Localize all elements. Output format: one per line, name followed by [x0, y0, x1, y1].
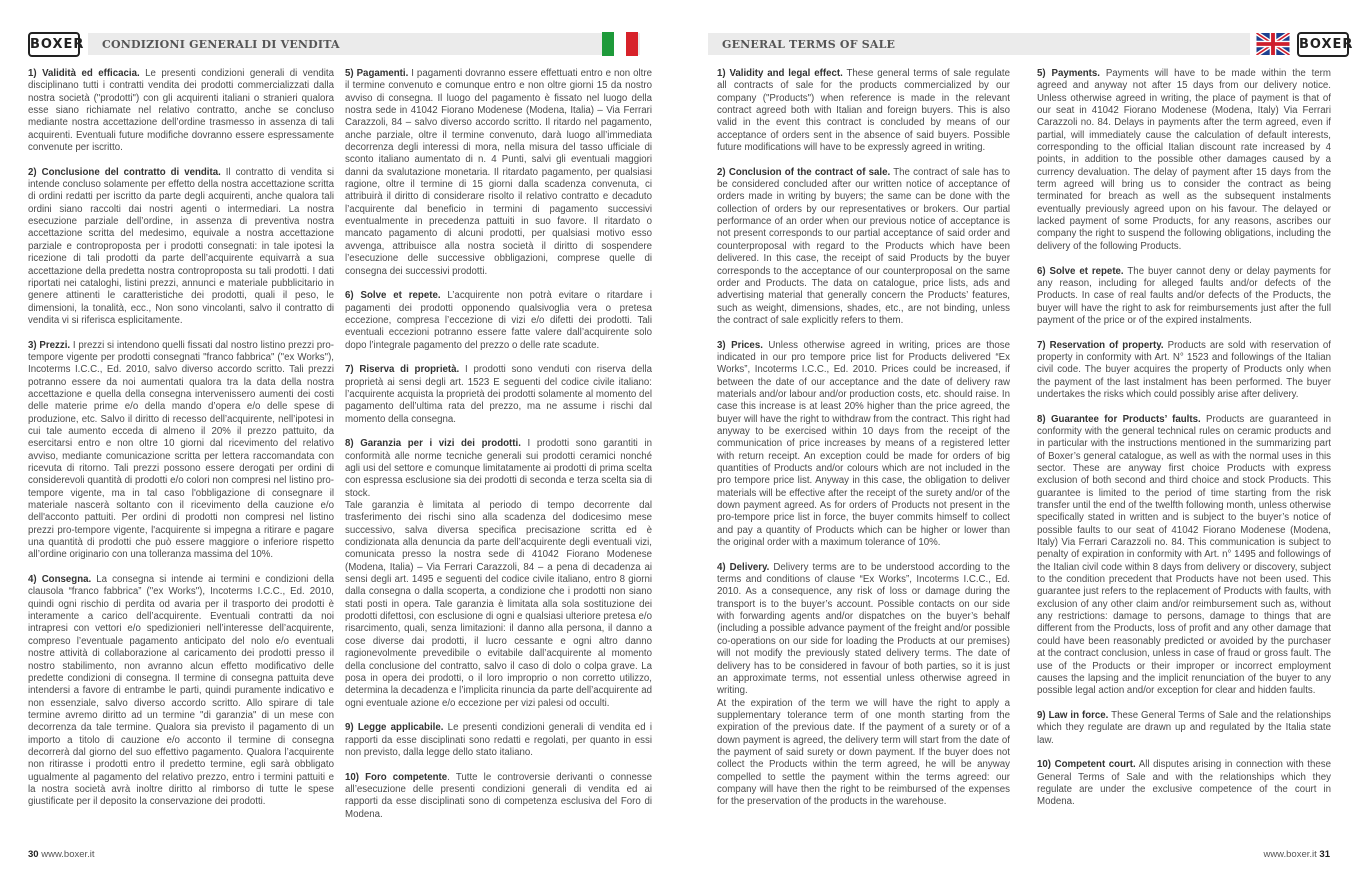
- section-title: 6) Solve et repete.: [1037, 265, 1124, 277]
- section-paragraph: [28, 167, 334, 327]
- section-paragraph: [28, 340, 334, 562]
- section-text: All disputes arising in connection with these General Terms of Sale and with the relationships which they regulate are under the exclusive competence of the court in Modena.: [1037, 759, 1331, 808]
- section-title: 4) Delivery.: [717, 561, 770, 573]
- section-text: Payments will have to be made within the term agreed and anyway not after 15 days from our delivery notice. Unless otherwise agreed in writing, the place of payment is that of our seat in 41042 Fiorano Modenese (Modena, Italy) Via Ferrari Carazzoli no. 84. Delays in payments after the term agreed, even if partial, will immediately cause the calculation of default interests, corresponding to the official Italian discount rate increased by 4 points, in addition to the possible other damages caused by a currency devaluation. The delay of payment after 15 days from the term agreed will bring us to consider the contract as being terminated for breach as well as the subsequent instalments eventually previously agreed upon on his favour. The delayed or lacked payment of some Products, for any reasons, ascribes our company the right to suspend the following obligations, including the delivery of the following Products.: [1037, 68, 1331, 252]
- terms-section: [1037, 414, 1331, 698]
- section-title: 3) Prices.: [717, 339, 763, 351]
- section-text: L’acquirente non potrà evitare o ritardare i pagamenti dei prodotti opponendo qualsivoglia vera o pretesa eccezione, compresa l’eccezione di vizi e/o difetti dei prodotti. Tali eventuali eccezioni potranno essere fatte valere dall’acquirente solo dopo l’integrale pagamento del prezzo o delle rate scadute.: [345, 290, 652, 351]
- section-paragraph: [717, 167, 1010, 327]
- section-paragraph: [345, 722, 652, 759]
- section-text: I prezzi si intendono quelli fissati dal nostro listino prezzi pro-tempore vigente per prodotti consegnati "franco fabbrica" ("ex Works"), Incoterms I.C.C., Ed. 2010, salvo diverso accordo scritto. Tali prezzi potranno essere da noi aumentati qualora tra la data della nostra accettazione e quella della consegna intervenissero aumenti dei costi delle materie prime e/o della mando d’opera e/o delle spese di produzione, etc. Salvo il diritto di recesso dell’acquirente, nell’ipotesi in cui tale aumento ecceda di almeno il 20% il prezzo pattuito, da esercitarsi entro e non oltre 10 giorni dal ricevimento del relativo avviso, mediante comunicazione scritta per lettera raccomandata con ricevuta di ritorno. Tali prezzi possono essere derogati per ordini di considerevoli quantità di prodotti e/o colori non compresi nel listino pro-tempore vigente, ma in tal caso l'obbligazione di consegnare il materiale nascerà soltanto con il ricevimento della cauzione e/o dell'acconto pattuiti. Per ordini di prodotti non compresi nel listino prezzi pro-tempore vigente, l'acquirente si impegna a ritirare e pagare una quantità di prodotti che può essere maggiore o inferiore rispetto all’ordine originario con una tolleranza massima del 10%.: [28, 339, 335, 561]
- section-paragraph: [1037, 266, 1331, 328]
- terms-section: [717, 340, 1010, 550]
- section-paragraph: [345, 438, 652, 500]
- terms-column-it-2: [345, 68, 652, 833]
- terms-section: [1037, 710, 1331, 747]
- boxer-logo: BOXER: [1297, 32, 1349, 57]
- section-text: I prodotti sono venduti con riserva della proprietà ai sensi degli art. 1523 E seguenti del codice civile italiano: l’acquirente acquista la proprietà dei prodotti solamente al momento del pagamento dell’ultima rata del prezzo, ma ne assume i rischi dal momento della consegna.: [345, 364, 652, 425]
- section-text: I prodotti sono garantiti in conformità alle norme tecniche generali sui prodotti ceramici nonché agli usi del settore e comunque limitatamente ai prodotti di prima scelta con espressa esclusione sia dei prodotti di seconda e terza scelta sia di stock.: [345, 438, 652, 499]
- page-title-english: GENERAL TERMS OF SALE: [722, 38, 896, 51]
- section-title: 8) Guarantee for Products’ faults.: [1037, 413, 1201, 425]
- section-paragraph: [345, 364, 652, 426]
- section-title: 7) Riserva di proprietà.: [345, 364, 460, 376]
- header-bar-left: [88, 33, 640, 55]
- section-title: 8) Garanzia per i vizi dei prodotti.: [345, 438, 521, 450]
- section-title: 2) Conclusione del contratto di vendita.: [28, 166, 221, 178]
- terms-section: [345, 68, 652, 278]
- terms-column-it-1: [28, 68, 334, 821]
- section-paragraph-continued: Tale garanzia è limitata al periodo di tempo decorrente dal trasferimento dei rischi sino alla scadenza del dodicesimo mese successivo, salva diversa specifica precisazione scritta ed è condizionata alla denuncia da parte dell’acquirente degli eventuali vizi, comunicata presso la nostra sede di 41042 Fiorano Modenese (Modena, Italia) – Via Ferrari Carazzoli, 84 – a pena di decadenza ai sensi degli art. 1495 e seguenti del codice civile italiano, entro 8 giorni dalla consegna o dalla scoperta, a condizione che i prodotti non siano stati posti in opera. Tale garanzia è limitata alla sola sostituzione dei prodotti difettosi, con esclusione di ogni e qualsiasi ulteriore pretesa e/o risarcimento, quali, senza limitazioni: il danno alla persona, il danno a cose diverse dai prodotti, il lucro cessante e ogni altro danno ragionevolmente prevedibile o evitabile dall’acquirente al momento della conclusione del contratto, salvo il caso di dolo o colpa grave. La posa in opera dei prodotti, o il loro improprio o non corretto utilizzo, determina la decadenza e l’implicita rinuncia da parte dell’acquirente ad ogni eventuale azione e/o eccezione per vizi palesi od occulti.: [345, 500, 652, 709]
- section-paragraph: [1037, 710, 1331, 747]
- section-text: Il contratto di vendita si intende concluso solamente per effetto della nostra accettazione scritta di ordini redatti per iscritto da parte degli acquirenti, anche qualora tali ordini siano raccolti dai nostri agenti o intermediari. La nostra esecuzione parziale dell’ordine, in assenza di preventiva nostra accettazione scritta del medesimo, equivale a nostra accettazione parziale e controproposta per i prodotti consegnati: in tale ipotesi la ricezione di tali prodotti da parte dell’acquirente equivarrà a sua accettazione della predetta nostra controproposta su tali prodotti. I dati riportati nei cataloghi, listini prezzi, annunci e materiale pubblicitario in genere attinenti le caratteristiche dei prodotti, quali il peso, le dimensioni, la tonalità, ecc., Non sono vincolanti, salvo il contratto di vendita vi si riferisca esplicitamente.: [28, 166, 334, 326]
- terms-section: [1037, 759, 1331, 808]
- section-text: I pagamenti dovranno essere effettuati entro e non oltre il termine convenuto e comunque entro e non oltre giorni 15 da nostro avviso di consegna. Il luogo del pagamento è fissato nel luogo della nostra sede in 41042 Fiorano Modenese (Modena, Italia) – Via Ferrari Carazzoli, 84 – salvo diverso accordo scritto. Il ritardo nel pagamento, anche parziale, oltre il termine convenuto, darà luogo all’immediata decorrenza degli interessi di mora, nella misura del tasso ufficiale di sconto italiano aumentato di n. 4 Punti, salvi gli eventuali maggiori danni da svalutazione monetaria. Il ritardato pagamento, per qualsiasi ragione, oltre il termine di 15 giorni dalla scadenza convenuta, ci attribuirà il diritto di considerare risolto il relativo contratto e decaduto l’acquirente dal beneficio in termini di pagamento successivi eventualmente in precedenza pattuiti in suo favore. Il ritardato o mancato pagamento di alcuni prodotti, per qualsiasi motivo esso avvenga, attribuisce alla nostra società il diritto di sospendere l’esecuzione delle successive obbligazioni, comprese quelle di consegna dei successivi prodotti.: [345, 68, 652, 277]
- header-bar-right: [708, 33, 1250, 55]
- terms-column-en-2: [1037, 68, 1331, 821]
- terms-section: [1037, 266, 1331, 328]
- terms-section: [345, 364, 652, 426]
- section-title: 4) Consegna.: [28, 574, 92, 586]
- terms-section: [717, 167, 1010, 327]
- section-paragraph: [717, 68, 1010, 154]
- section-paragraph: [345, 290, 652, 352]
- terms-section: [345, 722, 652, 759]
- page-footer-left: [28, 849, 95, 860]
- section-text: Le presenti condizioni generali di vendita disciplinano tutti i contratti vendita dei prodotti commercializzati dalla nostra società ("prodotti") con gli acquirenti italiani o stranieri qualora esse siano richiamate nel relativo contratto, anche se concluso mediante nostra accettazione dell’ordine trasmesso in assenza di tali acquirenti. Eventuali future modifiche dovranno essere espressamente convenute per iscritto.: [28, 68, 334, 154]
- section-paragraph: [1037, 68, 1331, 253]
- section-title: 10) Competent court.: [1037, 759, 1136, 771]
- boxer-logo: BOXER: [28, 32, 80, 57]
- terms-section: [345, 290, 652, 352]
- terms-column-en-1: [717, 68, 1010, 821]
- section-title: 9) Law in force.: [1037, 709, 1109, 721]
- terms-section: [28, 574, 334, 809]
- section-text: Unless otherwise agreed in writing, prices are those indicated in our pro tempore price list for Products delivered “Ex Works”, Incoterms I.C.C., Ed. 2010. Prices could be increased, if between the date of our acceptance and the date of delivery raw materials and/or labour and/or production costs, etc. should raise. In case this increase is at least 20% higher than the price agreed, the buyer will have the right to withdraw from the contract. This right had anyway to be exercised within 10 days from the receipt of the communication of price increases by means of a registered letter with return receipt. An exception could be made for orders of big quantities of Products and/or colours which are not included in the pro tempore price list. Anyway in this case, the obligation to deliver materials will be effective after the receipt of the surety and/or of the down payment agreed. As for orders of Products not present in the pro-tempore price list in force, the buyer commits himself to collect and pay a quantity of Products which can be higher or lower than the original order with a maximum tolerance of 10%.: [717, 339, 1010, 549]
- section-text: These general terms of sale regulate all contracts of sale for the products commercialized by our company ("Products") when reference is made in the relevant contract agreed both with Italian and foreign buyers. This is also valid in the event this contract is concluded by means of our acceptance of orders sent in the absence of said buyers. Possible future modifications will have to be expressly agreed in writing.: [717, 68, 1010, 154]
- section-paragraph: [1037, 340, 1331, 402]
- section-text: Products are guaranteed in conformity with the general technical rules on ceramic products and in particular with the instructions mentioned in the summarizing part of Boxer’s general catalogue, as well as with the normal uses in this sector. These are anyway first choice Products with express exclusion of both second and third choice and stock Products. This guarantee is limited to the period of time starting from the risk transfer until the end of the twelfth following month, unless otherwise specifically stated in written and is subject to the buyer’s notice of possible faults to our seat of 41042 Fiorano Modenese (Modena, Italy) Via Ferrari Carazzoli no. 84. This communication is subject to penalty of expiration in conformity with Art. n° 1495 and followings of the Italian civil code within 8 days from delivery or discovery, subject to the condition precedent that Products have not been used. This guarantee just refers to the replacement of Products with faults, with exclusion of any other claim and/or reimbursement such as, without any restrictions: damage to persons, damage to things that are different from the Products, loss of profit and any other damage that could have been reasonably predicted or avoided by the purchaser at the contract conclusion, unless in case of fraud or gross fault. The use of the Products or their improper or incorrect employment causes the lapsing and the implicit renunciation of the buyer to any possible legal action and/or exception for clear and hidden faults.: [1037, 413, 1331, 697]
- section-title: 7) Reservation of property.: [1037, 339, 1164, 351]
- terms-section: [717, 68, 1010, 154]
- section-text: La consegna si intende ai termini e condizioni della clausola “franco fabbrica” ("ex Works"), Incoterms I.C.C., Ed. 2010, quindi ogni rischio di perdita od avaria per il trasporto dei prodotti è interamente a carico dell’acquirente. Eventuali contratti da noi intrapresi con vettori e/o spedizionieri nell’interesse dell’acquirente, compreso l’eventuale pagamento anticipato del nolo e/o eventuali nostre attività di collaborazione al caricamento dei prodotti presso il nostro stabilimento, non avranno alcun effetto modificativo delle predette condizioni di consegna. Il termine di consegna pattuita deve intendersi a favore di entrambe le parti, quindi puramente indicativo e non essenziale, salvo diverso accordo scritto. Allo spirare di tale termine avremo diritto ad un termine "di garanzia" di un mese con decorrenza da tale termine. Qualora sia previsto il pagamento di un importo a titolo di cauzione e/o acconto il termine di consegna decorrerà dal giorno del suo effettivo pagamento. Qualora l’acquirente non ritirasse i prodotti entro il predetto termine, egli sarà obbligato ugualmente al pagamento del relativo prezzo, entro i termini pattuiti e la nostra società avrà inoltre diritto al rimborso di tutte le spese giustificate per il deposito la conservazione dei prodotti.: [28, 574, 335, 808]
- terms-section: [28, 167, 334, 327]
- terms-section: [28, 68, 334, 154]
- section-paragraph: [28, 68, 334, 154]
- section-title: 1) Validity and legal effect.: [717, 68, 843, 79]
- section-title: 5) Payments.: [1037, 68, 1100, 79]
- section-paragraph: [1037, 414, 1331, 698]
- section-paragraph-continued: At the expiration of the term we will have the right to apply a supplementary tolerance term of one month starting from the expiration of the previous date. If the payment of a surety or of a down payment is agreed, the delivery term will start from the date of the payment of said surety or down payment. If the buyer does not collect the Products within the term agreed, he will be anyway compelled to settle the payment within the terms agreed: our company will have then the right to be reimbursed of the expenses for the preservation of the products in the warehouse.: [717, 697, 1010, 808]
- section-text: These General Terms of Sale and the relationships which they regulate are drawn up and regulated by the Italia state law.: [1037, 709, 1331, 746]
- page-number: 30: [28, 849, 39, 860]
- section-text: . Tutte le controversie derivanti o connesse all’esecuzione delle presenti condizioni generali di vendita ed ai rapporti da esse disciplinati sono di competenza esclusiva del Foro di Modena.: [345, 771, 652, 820]
- italian-flag-icon: [602, 32, 638, 56]
- terms-section: [345, 772, 652, 821]
- section-paragraph: [717, 340, 1010, 550]
- terms-section: [1037, 340, 1331, 402]
- section-paragraph: [28, 574, 334, 809]
- section-title: 1) Validità ed efficacia.: [28, 68, 140, 79]
- page-number: 31: [1319, 849, 1330, 860]
- website-link[interactable]: www.boxer.it: [41, 849, 95, 860]
- section-paragraph: [345, 772, 652, 821]
- section-paragraph: [717, 562, 1010, 698]
- section-title: 10) Foro competente: [345, 771, 448, 783]
- page-title-italian: CONDIZIONI GENERALI DI VENDITA: [102, 38, 340, 51]
- section-title: 9) Legge applicabile.: [345, 722, 444, 734]
- section-title: 6) Solve et repete.: [345, 290, 441, 302]
- section-title: 3) Prezzi.: [28, 339, 71, 351]
- terms-section: [28, 340, 334, 562]
- section-paragraph: [345, 68, 652, 278]
- section-text: The buyer cannot deny or delay payments for any reason, including for alleged faults and/or defects of the Products. In case of real faults and/or defects of the Products, the buyer will have the right to ask for reimbursements just after the full payment of the price or of the expired instalments.: [1037, 265, 1331, 326]
- section-text: Le presenti condizioni generali di vendita ed i rapporti da esse disciplinati sono redatti e regolati, per quanto in essi non previsto, dalla legge dello stato italiano.: [345, 722, 652, 758]
- section-title: 2) Conclusion of the contract of sale.: [717, 166, 891, 178]
- section-text: Delivery terms are to be understood according to the terms and conditions of clause “Ex Works”, Incoterms I.C.C., Ed. 2010. As a consequence, any risk of loss or damage during the transport is to the buyer’s account. Possible contacts on our side with forwarding agents and/or dispatches on the buyer’s behalf (including a possible advance payment of the freight and/or possible co-operations on our side for loading the Products at our premises) will not modify the previously stated delivery terms. The date of delivery has to be considered in favour of both parties, so it is just an approximate terms, not essential unless otherwise agreed in writing.: [717, 561, 1010, 697]
- section-text: The contract of sale has to be considered concluded after our written notice of acceptance of orders made in writing by buyers; the same can be done with the collection of orders by our representatives or brokers. Our partial performance of an order when our previous notice of acceptance is not present corresponds to our partial acceptance of said order and counterproposal with regard to the Products which have been delivered. In this case, the receipt of said Products by the buyer corresponds to the acceptance of our counterproposal on the same order and Products. The data on catalogue, price lists, ads and advertising material that generally concern the Products’ features, such as weight, dimensions, shades, etc., are not binding, unless the contract of sale explicitly refers to them.: [717, 166, 1010, 326]
- terms-section: [345, 438, 652, 710]
- terms-section: [1037, 68, 1331, 253]
- section-text: Products are sold with reservation of property in conformity with Art. N° 1523 and followings of the Italian civil code. The buyer acquires the property of Products only when the payment of the last instalment has been performed. The buyer undertakes the risks which could possibly arise after delivery.: [1037, 339, 1331, 400]
- uk-flag-icon: [1256, 33, 1290, 55]
- page-footer-right: [1263, 849, 1330, 860]
- terms-section: [717, 562, 1010, 809]
- section-paragraph: [1037, 759, 1331, 808]
- website-link[interactable]: www.boxer.it: [1263, 849, 1317, 860]
- section-title: 5) Pagamenti.: [345, 68, 409, 79]
